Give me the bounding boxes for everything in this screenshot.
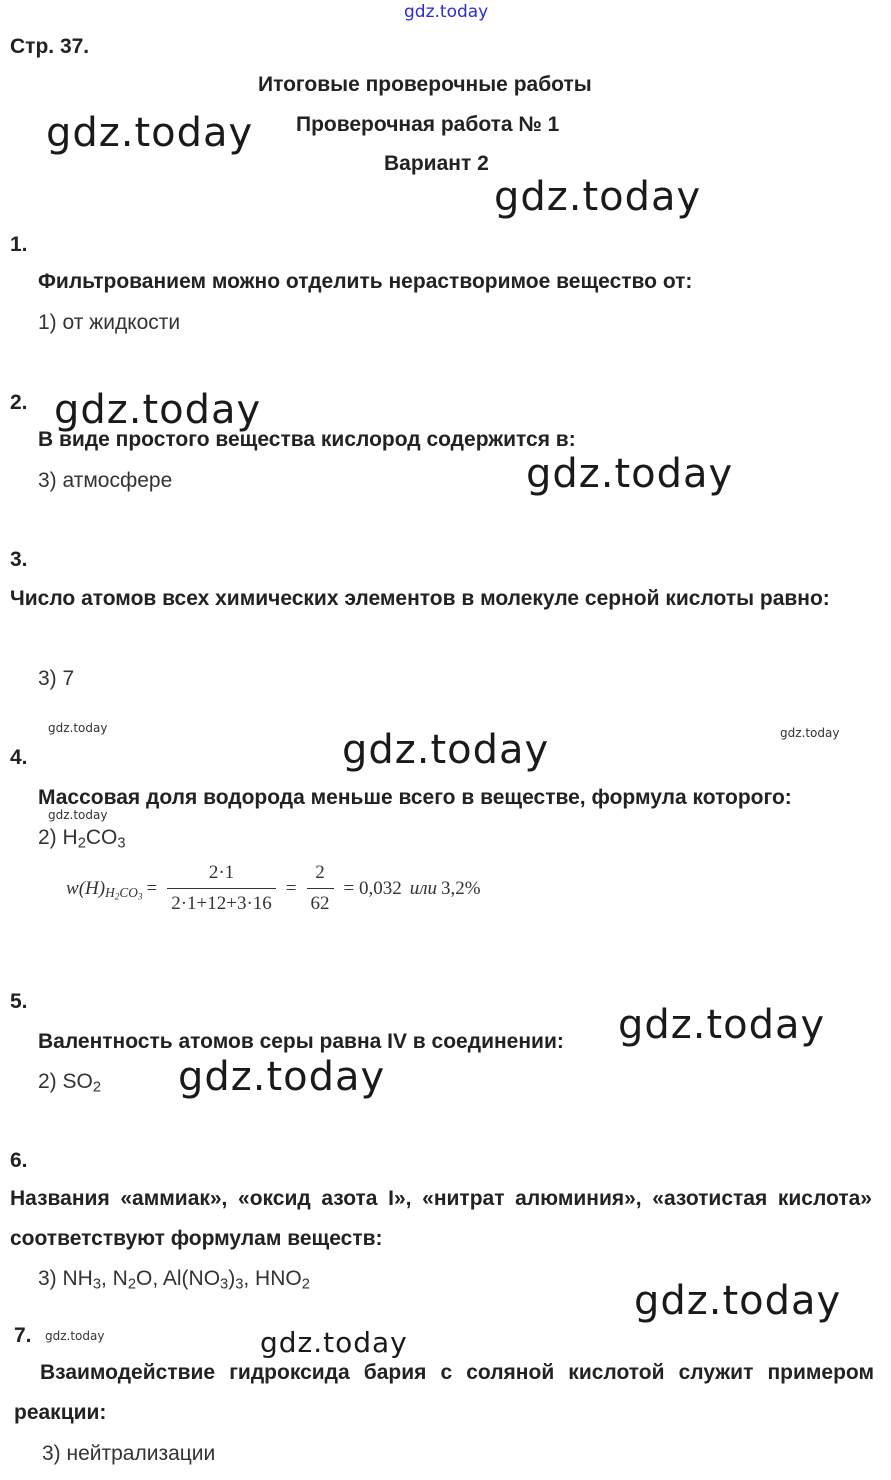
page-number: Стр. 37.	[10, 35, 90, 58]
fraction-1-numerator: 2·1	[208, 862, 235, 883]
watermark: gdz.today	[494, 174, 702, 220]
question-answer: 1) от жидкости	[38, 311, 181, 334]
question-text: Взаимодействие гидроксида бария с соляной кислотой служит примером реакции:	[14, 1361, 874, 1424]
question-text: Валентность атомов серы равна IV в соединении:	[38, 1030, 564, 1053]
watermark-small: gdz.today	[48, 808, 108, 822]
question-number: 1.	[10, 233, 28, 256]
formula-lhs: $w(H)_{H_2CO_3}$	[66, 877, 143, 903]
fraction-2	[307, 862, 334, 915]
work-title: Проверочная работа № 1	[296, 113, 560, 136]
fraction-1-denominator: 2·1+12+3·16	[167, 888, 276, 915]
watermark: gdz.today	[54, 387, 262, 433]
question-number: 3.	[10, 548, 28, 571]
page-title: Итоговые проверочные работы	[258, 73, 592, 96]
watermark-top: gdz.today	[404, 2, 489, 22]
question-text: В виде простого вещества кислород содержится в:	[38, 428, 576, 451]
question-answer: 3) $NH_3$, $N_2O$, $Al(NO_3)_3$, $HNO_2$	[38, 1267, 310, 1293]
watermark: gdz.today	[342, 727, 550, 773]
watermark: gdz.today	[178, 1054, 386, 1100]
watermark: gdz.today	[260, 1326, 408, 1359]
watermark-small: gdz.today	[780, 726, 840, 740]
question-answer: 3) 7	[38, 667, 75, 690]
watermark: gdz.today	[634, 1278, 842, 1324]
watermark-small: gdz.today	[45, 1329, 105, 1343]
equals-sign: =	[146, 877, 158, 899]
formula-or-word: или	[409, 877, 438, 899]
watermark: gdz.today	[526, 451, 734, 497]
variant-title: Вариант 2	[384, 152, 489, 175]
watermark: gdz.today	[46, 110, 254, 156]
formula-result: = 0,032	[343, 877, 402, 899]
fraction-1	[167, 862, 276, 915]
question-answer: 2) $H_2CO_3$	[38, 826, 126, 852]
question-number: 6.	[10, 1149, 28, 1172]
watermark-small: gdz.today	[48, 721, 108, 735]
fraction-2-denominator: 62	[307, 888, 334, 915]
question-answer: 3) нейтрализации	[42, 1442, 216, 1465]
question-number: 7.	[14, 1324, 32, 1347]
question-text: Число атомов всех химических элементов в молекуле серной кислоты равно:	[10, 587, 830, 610]
mass-fraction-formula	[66, 862, 481, 915]
question-text: Массовая доля водорода меньше всего в веществе, формула которого:	[38, 786, 792, 809]
equals-sign: =	[285, 877, 297, 899]
question-text: Фильтрованием можно отделить нерастворимое вещество от:	[38, 270, 693, 293]
formula-percent: 3,2%	[441, 877, 481, 899]
fraction-2-numerator: 2	[315, 862, 325, 883]
question-number: 5.	[10, 990, 28, 1013]
question-text: Названия «аммиак», «оксид азота I», «нитрат алюминия», «азотистая кислота» соответствуют формулам веществ:	[10, 1187, 872, 1250]
question-number: 2.	[10, 391, 28, 414]
question-answer: 3) атмосфере	[38, 469, 173, 492]
question-number: 4.	[10, 746, 28, 769]
watermark: gdz.today	[618, 1002, 826, 1048]
question-answer: 2) $SO_2$	[38, 1070, 102, 1096]
